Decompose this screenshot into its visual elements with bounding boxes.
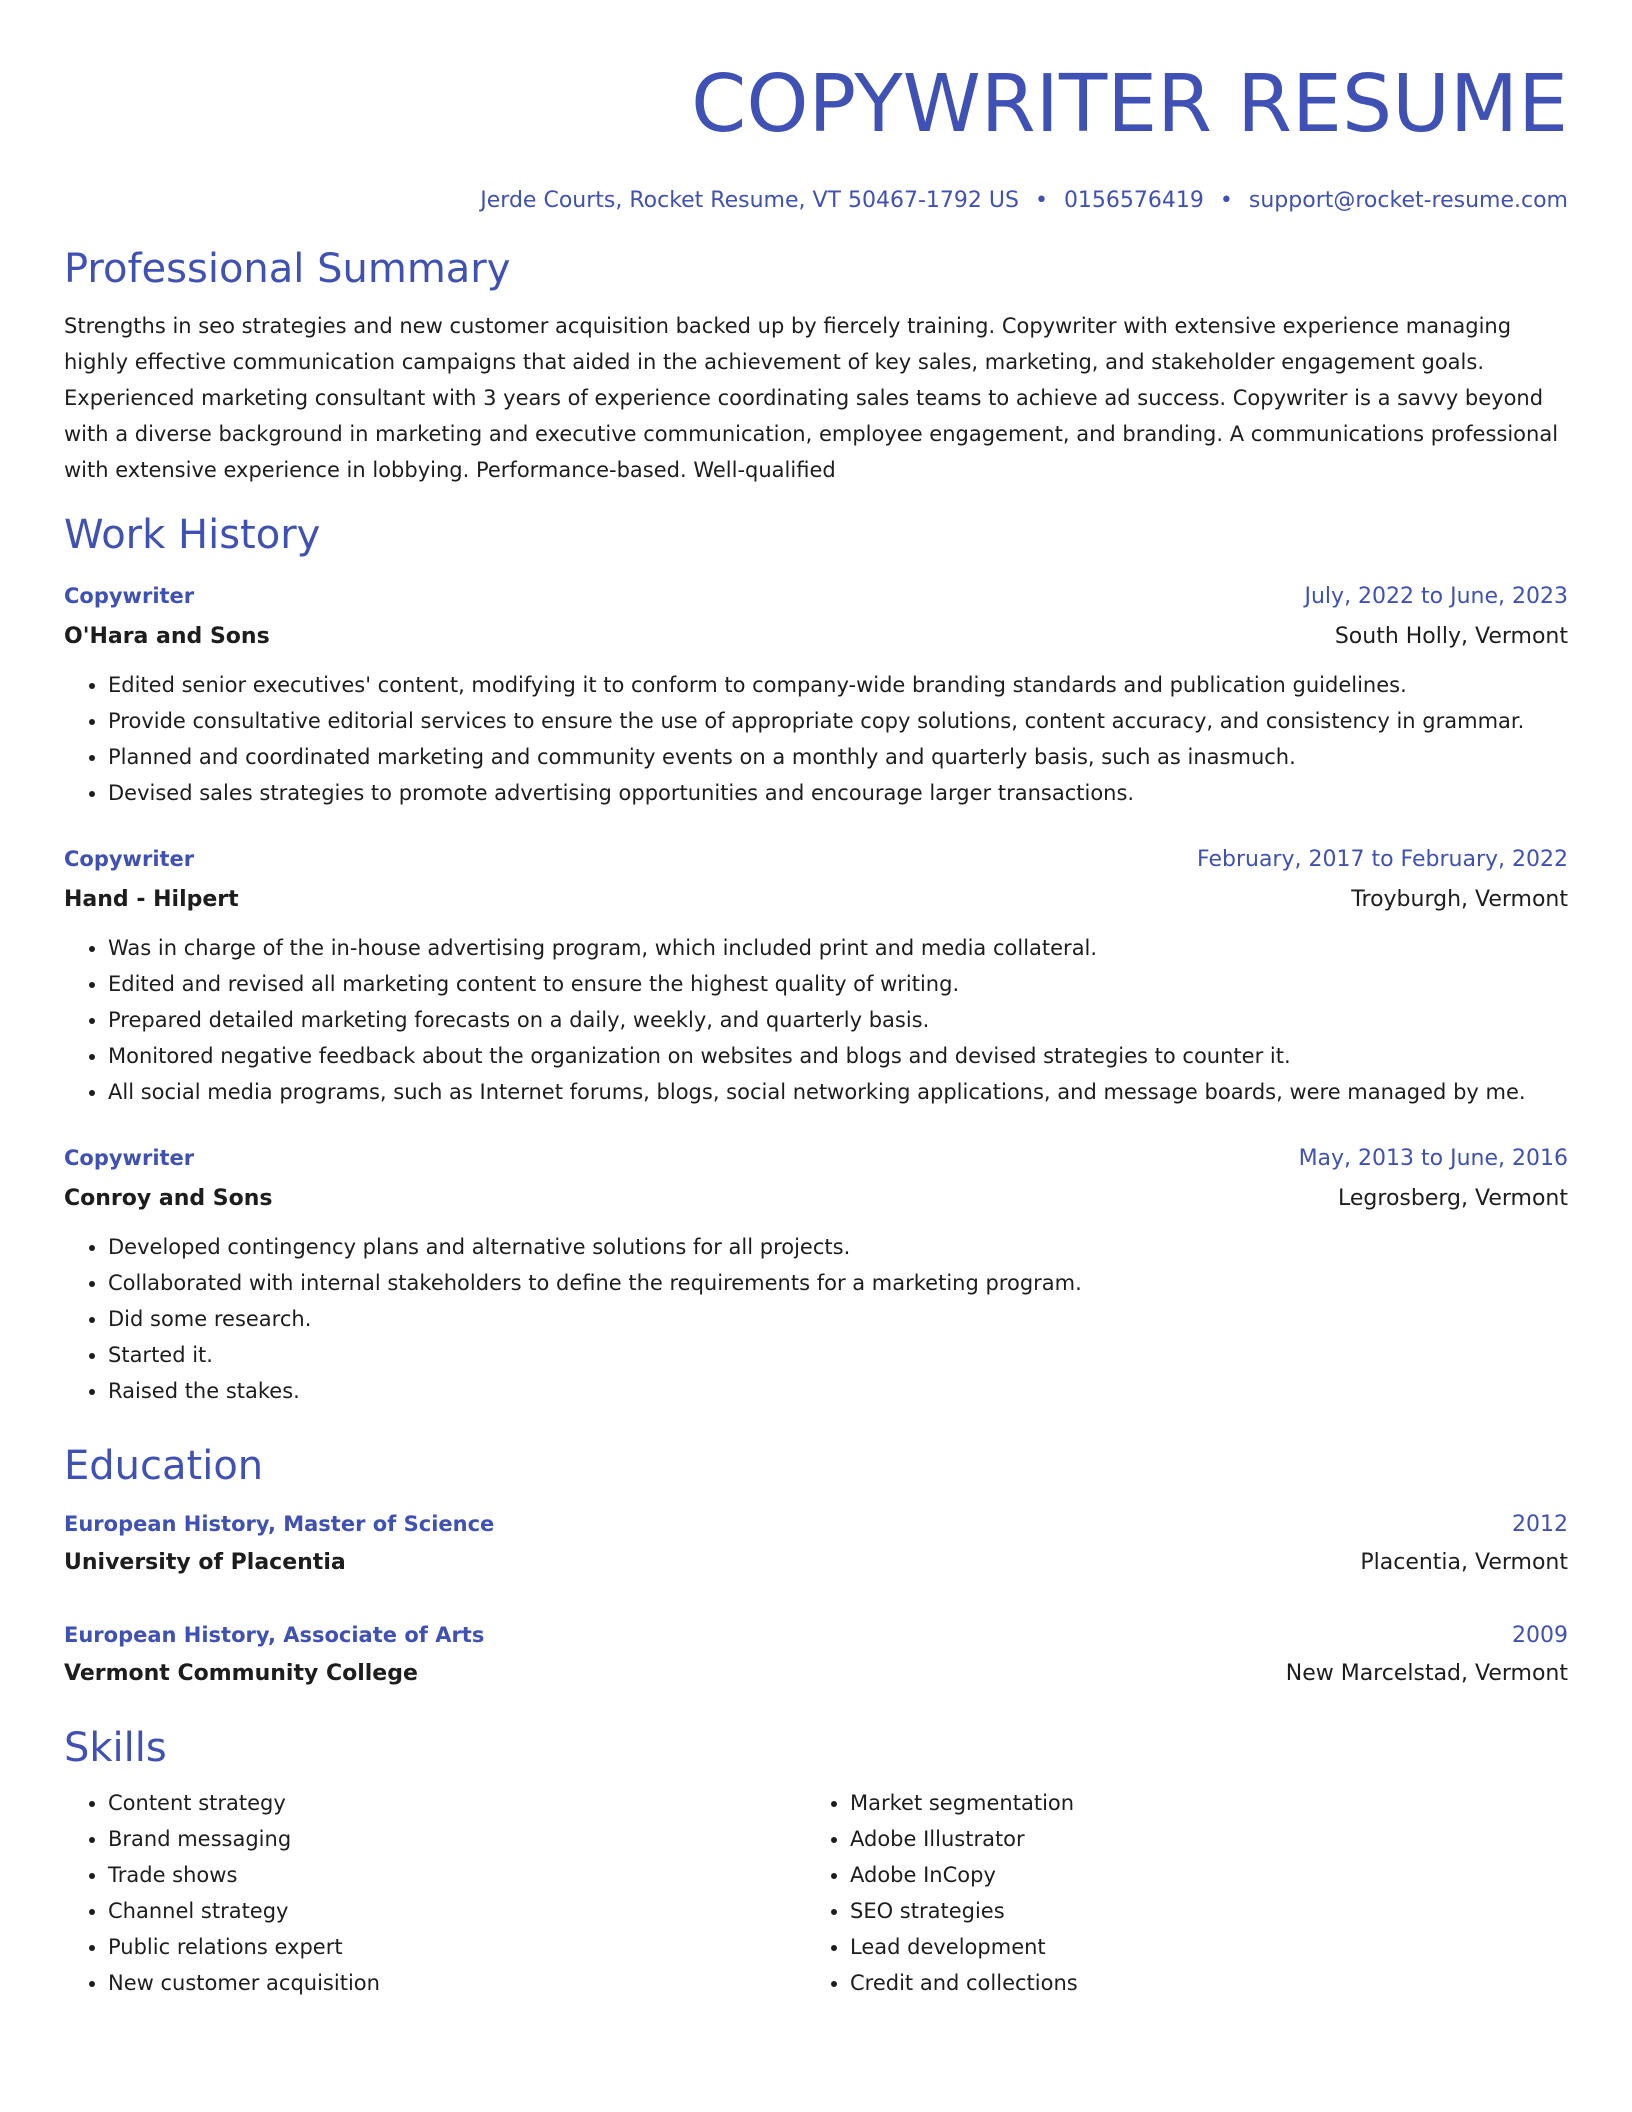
skills-list-right — [806, 1785, 1548, 2001]
job-bullet: • Developed contingency plans and alternative solutions for all projects. — [108, 1229, 1568, 1265]
job-bullet: • Did some research. — [108, 1301, 1568, 1337]
job-company-row — [64, 880, 1568, 920]
job-entry — [64, 1138, 1568, 1409]
job-bullet: • Provide consultative editorial services to ensure the use of appropriate copy solutions, content accuracy, and consistency in grammar. — [108, 703, 1568, 739]
job-entry — [64, 576, 1568, 811]
job-bullet: • Collaborated with internal stakeholders to define the requirements for a marketing program. — [108, 1265, 1568, 1301]
contact-address: Jerde Courts, Rocket Resume, VT 50467-1792 US — [480, 188, 1019, 213]
education-entry — [64, 1505, 1568, 1582]
skills-columns — [64, 1785, 1568, 2001]
job-location: Legrosberg, Vermont — [1338, 1186, 1568, 1211]
section-title-summary: Professional Summary — [64, 246, 511, 292]
job-location: South Holly, Vermont — [1334, 624, 1568, 649]
job-bullet: • Devised sales strategies to promote advertising opportunities and encourage larger transactions. — [108, 775, 1568, 811]
job-company-row — [64, 1179, 1568, 1219]
summary-text: Strengths in seo strategies and new customer acquisition backed up by fiercely training. Copywriter with extensive experience managing highly effective communication campaigns that aided in the achievement of key sales, marketing, and stakeholder engagement goals. Experienced marketing consultant with 3 years of experience coordinating sales teams to achieve ad success. Copywriter is a savvy beyond with a diverse background in marketing and executive communication, employee engagement, and branding. A communications professional with extensive experience in lobbying. Performance-based. Well-qualified — [64, 314, 1559, 482]
job-bullet: • Planned and coordinated marketing and community events on a monthly and quarterly basis, such as inasmuch. — [108, 739, 1568, 775]
job-entry — [64, 839, 1568, 1110]
skills-list-left — [64, 1785, 806, 2001]
job-role: Copywriter — [64, 584, 195, 608]
education-year: 2009 — [1512, 1623, 1568, 1648]
job-header-row — [64, 1138, 1568, 1179]
education-location: New Marcelstad, Vermont — [1285, 1661, 1568, 1686]
job-company: O'Hara and Sons — [64, 624, 270, 649]
job-bullet: • All social media programs, such as Internet forums, blogs, social networking applications, and message boards, were managed by me. — [108, 1074, 1568, 1110]
job-header-row — [64, 839, 1568, 880]
job-bullet: • Started it. — [108, 1337, 1568, 1373]
job-bullet: • Edited and revised all marketing content to ensure the highest quality of writing. — [108, 966, 1568, 1002]
contact-email[interactable]: support@rocket-resume.com — [1248, 188, 1568, 213]
education-degree: European History, Associate of Arts — [64, 1623, 485, 1647]
skill-item: • SEO strategies — [850, 1893, 1548, 1929]
section-title-work-history: Work History — [64, 512, 321, 558]
education-school-row — [64, 1655, 1568, 1693]
job-bullet: • Was in charge of the in-house advertising program, which included print and media collateral. — [108, 930, 1568, 966]
education-year: 2012 — [1512, 1512, 1568, 1537]
job-dates: February, 2017 to February, 2022 — [1197, 847, 1568, 872]
job-dates: July, 2022 to June, 2023 — [1304, 584, 1568, 609]
job-role: Copywriter — [64, 847, 195, 871]
job-location: Troyburgh, Vermont — [1351, 887, 1568, 912]
job-company: Hand - Hilpert — [64, 887, 239, 912]
education-header-row — [64, 1505, 1568, 1544]
section-title-skills: Skills — [64, 1725, 167, 1771]
skill-item: • Content strategy — [108, 1785, 806, 1821]
section-title-education: Education — [64, 1443, 264, 1489]
skill-item: • Channel strategy — [108, 1893, 806, 1929]
education-degree: European History, Master of Science — [64, 1512, 495, 1536]
contact-line — [64, 184, 1568, 218]
education-header-row — [64, 1616, 1568, 1655]
resume-header — [64, 0, 1568, 218]
education-school-row — [64, 1544, 1568, 1582]
job-bullet: • Monitored negative feedback about the organization on websites and blogs and devised strategies to counter it. — [108, 1038, 1568, 1074]
job-bullet: • Edited senior executives' content, modifying it to conform to company-wide branding standards and publication guidelines. — [108, 667, 1568, 703]
education-location: Placentia, Vermont — [1360, 1550, 1568, 1575]
job-bullet: • Prepared detailed marketing forecasts on a daily, weekly, and quarterly basis. — [108, 1002, 1568, 1038]
job-bullets — [64, 667, 1568, 811]
job-dates: May, 2013 to June, 2016 — [1298, 1146, 1568, 1171]
skill-item: • Market segmentation — [850, 1785, 1548, 1821]
skill-item: • New customer acquisition — [108, 1965, 806, 2001]
job-company: Conroy and Sons — [64, 1186, 273, 1211]
skill-item: • Credit and collections — [850, 1965, 1548, 2001]
skill-item: • Public relations expert — [108, 1929, 806, 1965]
contact-phone: 0156576419 — [1063, 188, 1204, 213]
contact-separator: • — [1034, 188, 1048, 213]
job-bullet: • Raised the stakes. — [108, 1373, 1568, 1409]
job-bullets — [64, 1229, 1568, 1409]
education-entry — [64, 1616, 1568, 1693]
job-role: Copywriter — [64, 1146, 195, 1170]
job-header-row — [64, 576, 1568, 617]
skill-item: • Adobe InCopy — [850, 1857, 1548, 1893]
job-company-row — [64, 617, 1568, 657]
resume-title: COPYWRITER RESUME — [691, 58, 1568, 150]
job-bullets — [64, 930, 1568, 1110]
skill-item: • Adobe Illustrator — [850, 1821, 1548, 1857]
education-school: University of Placentia — [64, 1550, 346, 1575]
skill-item: • Brand messaging — [108, 1821, 806, 1857]
education-school: Vermont Community College — [64, 1661, 418, 1686]
skill-item: • Lead development — [850, 1929, 1548, 1965]
skill-item: • Trade shows — [108, 1857, 806, 1893]
contact-separator: • — [1219, 188, 1233, 213]
